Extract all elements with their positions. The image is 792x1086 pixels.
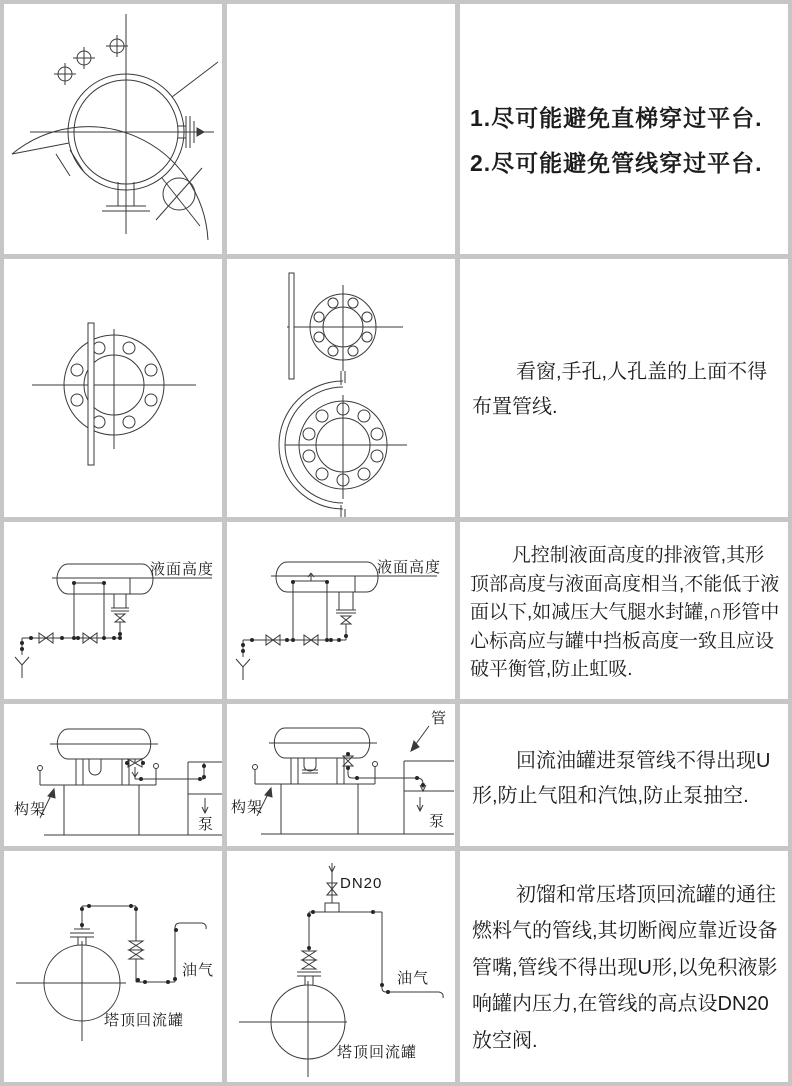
cell-r2c1 <box>4 259 222 517</box>
cell-r3c3-note: 凡控制液面高度的排液管,其形顶部高度与液面高度相当,不能低于液面以下,如减压大气腿水封罐,∩形管中心标高应与罐中挡板高度一致且应设破平衡管,防止虹吸. <box>460 522 788 699</box>
note-line-2: 2.尽可能避免管线穿过平台. <box>470 149 763 176</box>
label-oil-gas: 油气 <box>397 970 430 987</box>
label-frame: 构架 <box>14 801 47 818</box>
label-pipe: 管 <box>431 710 448 727</box>
label-pump: 泵 <box>429 813 446 830</box>
cell-r5c2 <box>227 851 455 1082</box>
drum-structure-pump-valve-drawing <box>227 704 454 846</box>
label-pump: 泵 <box>198 816 215 833</box>
cell-r5c1 <box>4 851 222 1082</box>
platform-plan-drawing <box>4 4 222 254</box>
drum-structure-pump-drawing <box>4 704 222 846</box>
cell-r3c1 <box>4 522 222 699</box>
cell-r3c2 <box>227 522 455 699</box>
drum-drain-drawing <box>4 522 222 699</box>
cell-r1c1 <box>4 4 222 254</box>
label-reflux-drum: 塔顶回流罐 <box>337 1044 418 1061</box>
label-oil-gas: 油气 <box>182 962 215 979</box>
label-frame: 构架 <box>231 799 264 816</box>
flange-pipe-over-drawing <box>4 259 222 517</box>
label-liquid-level: 液面高度 <box>150 561 215 578</box>
cell-r2c2 <box>227 259 455 517</box>
cell-r2c3-note: 看窗,手孔,人孔盖的上面不得布置管线. <box>460 259 788 517</box>
label-vent-size: DN20 <box>340 875 383 892</box>
cell-r1c2-empty <box>227 4 455 254</box>
label-reflux-drum: 塔顶回流罐 <box>104 1012 185 1029</box>
label-liquid-level: 液面高度 <box>377 559 442 576</box>
cell-r1c3-note <box>460 4 788 254</box>
cell-r4c2 <box>227 704 455 846</box>
drum-drain-vent-drawing <box>227 522 454 699</box>
cell-r4c3-note: 回流油罐进泵管线不得出现U形,防止气阻和汽蚀,防止泵抽空. <box>460 704 788 846</box>
cell-r5c3-note: 初馏和常压塔顶回流罐的通往燃料气的管线,其切断阀应靠近设备管嘴,管线不得出现U形,以免积液影响罐内压力,在管线的高点设DN20放空阀. <box>460 851 788 1082</box>
note-line-1: 1.尽可能避免直梯穿过平台. <box>470 105 763 131</box>
cell-r4c1 <box>4 704 222 846</box>
flange-pipe-around-drawing <box>227 259 454 517</box>
